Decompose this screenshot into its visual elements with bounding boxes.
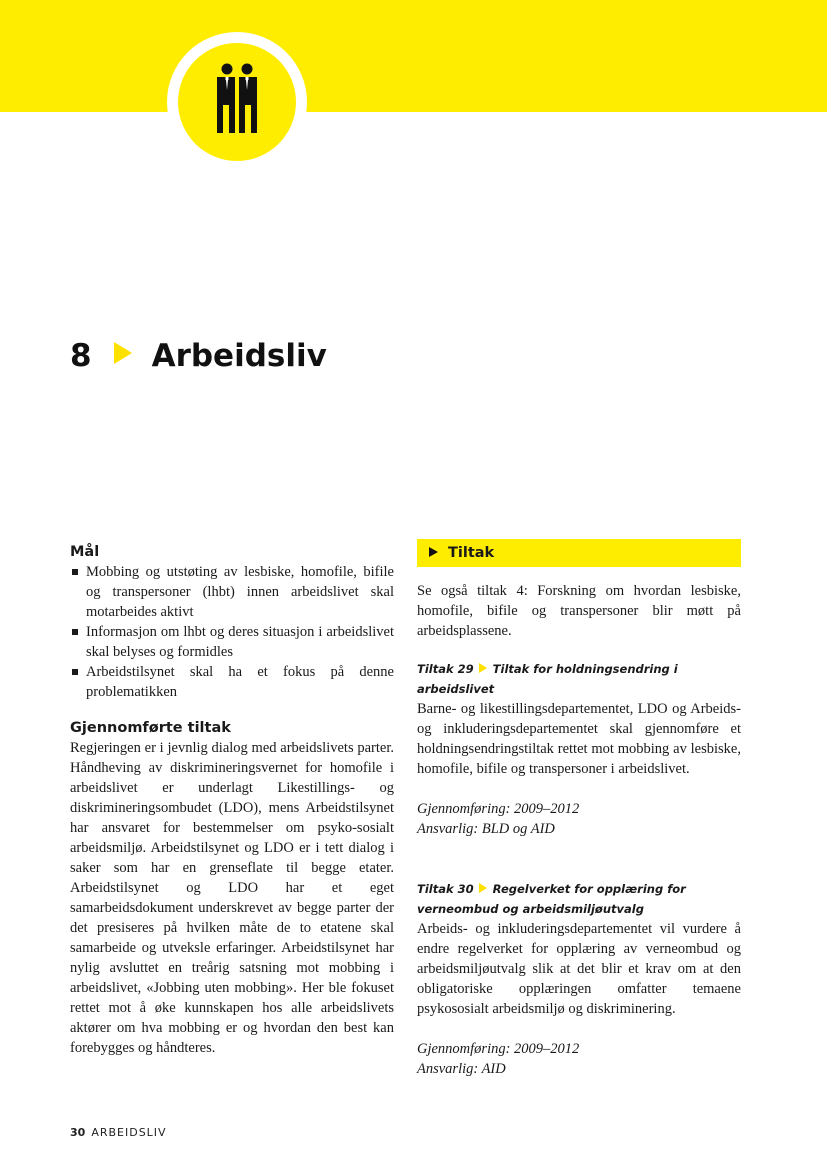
- measure-implementation: Gjennomføring: 2009–2012: [417, 801, 580, 817]
- measure-label: Tiltak 30: [417, 882, 474, 896]
- page-number: 30: [70, 1126, 86, 1139]
- chapter-heading: [70, 338, 327, 374]
- measure-label: Tiltak 29: [417, 662, 474, 676]
- goals-heading: Mål: [70, 544, 100, 560]
- chapter-number: 8: [70, 338, 92, 374]
- left-column: [70, 542, 394, 1058]
- goal-item: Mobbing og utstøting av lesbiske, homofile, bifile og transpersoner (lhbt) innen arbeidslivet skal motarbeides aktivt: [70, 562, 394, 622]
- tiltak-heading: Tiltak: [448, 545, 495, 561]
- play-icon: [429, 547, 438, 557]
- running-section: ARBEIDSLIV: [91, 1126, 167, 1139]
- measure-responsible: Ansvarlig: AID: [417, 1061, 506, 1077]
- measure-text: Barne- og likestillingsdepartementet, LDO og Arbeids- og inkluderingsdepartementet skal gjennomføre et holdningsendringstiltak rettet mot mobbing av lesbiske, homofile, bifile og transpersoner i arbeidslivet.: [417, 701, 741, 777]
- goals-list: [70, 562, 394, 702]
- two-people-icon: [212, 63, 262, 135]
- emblem: [178, 43, 296, 161]
- see-also-text: Se også tiltak 4: Forskning om hvordan lesbiske, homofile, bifile og transpersoner blir møtt på arbeidsplassene.: [417, 583, 741, 639]
- chapter-title: Arbeidsliv: [151, 338, 327, 374]
- goal-item: Informasjon om lhbt og deres situasjon i arbeidslivet skal belyses og formidles: [70, 622, 394, 662]
- chapter-arrow-icon: [114, 342, 132, 364]
- measure-title: [417, 659, 741, 699]
- done-heading: Gjennomførte tiltak: [70, 720, 231, 736]
- measure-name: Tiltak for holdningsendring i arbeidslivet: [417, 662, 678, 696]
- header-band: [0, 0, 827, 112]
- page-footer: [70, 1126, 167, 1139]
- measure-text: Arbeids- og inkluderingsdepartementet vil vurdere å endre regelverket for opplæring av verneombud og arbeidsmiljøutvalg slik at det blir et krav om at den obligatoriske opplæringen omfatter temaene psykososialt arbeidsmiljø og diskriminering.: [417, 921, 741, 1017]
- measure-name: Regelverket for opplæring for verneombud og arbeidsmiljøutvalg: [417, 882, 686, 916]
- right-column: [417, 542, 741, 1079]
- measure-responsible: Ansvarlig: BLD og AID: [417, 821, 555, 837]
- tiltak-header: [417, 539, 741, 567]
- yellow-arrow-icon: [479, 663, 487, 673]
- goal-item: Arbeidstilsynet skal ha et fokus på denne problematikken: [70, 662, 394, 702]
- yellow-arrow-icon: [479, 883, 487, 893]
- done-text: Regjeringen er i jevnlig dialog med arbeidslivets parter. Håndheving av diskrimineringsvernet for homofile i arbeidslivet er underlagt Likestillings- og diskrimineringsombudet (LDO), mens Arbeidstilsynet har ansvaret for bestemmelser om psyko-sosialt arbeidsmiljø. Arbeidstilsynet og LDO er i tett dialog i saker som har en grenseflate til begge etater. Arbeidstilsynet og LDO har et eget samarbeidsdokument underskrevet av begge parter der det presiseres på hvilken måte de to etatene skal samarbeide og utveksle erfaringer. Arbeidstilsynet har nylig avsluttet en treårig satsning mot mobbing i arbeidslivet, «Jobbing uten mobbing». Her ble fokuset rettet mot å øke kunnskapen hos alle arbeidslivets aktører om hva mobbing er og hvordan den best kan forebygges og håndteres.: [70, 740, 394, 1056]
- measure-title: [417, 879, 741, 919]
- measure-implementation: Gjennomføring: 2009–2012: [417, 1041, 580, 1057]
